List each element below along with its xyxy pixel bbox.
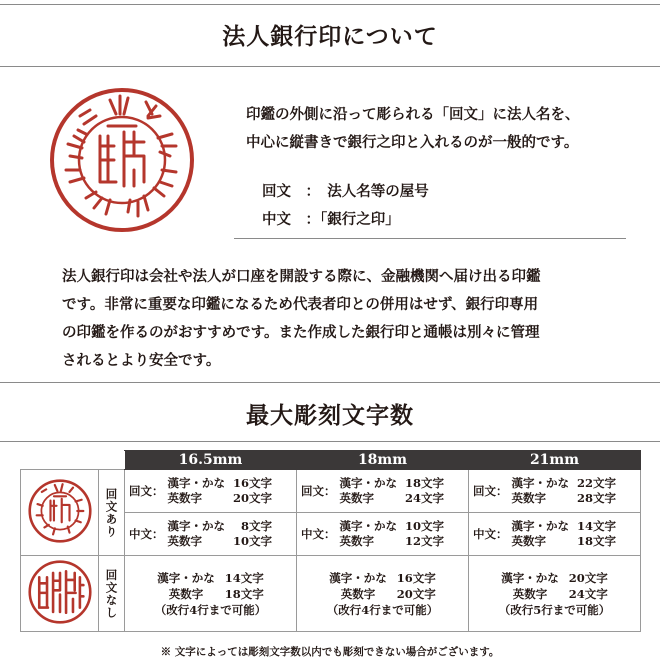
value: 28文字 xyxy=(577,491,617,505)
section-title-bank-seal: 法人銀行印について xyxy=(222,23,438,50)
alnum-label: 英数字 xyxy=(511,491,546,505)
max-chars-table xyxy=(20,450,641,632)
value: 24文字 xyxy=(405,491,445,505)
kw-outer: 回文： xyxy=(301,484,336,498)
kana-label: 漢字・かな xyxy=(167,476,225,490)
body-line-2: です。非常に重要な印鑑になるため代表者印との併用はせず、銀行印専用 xyxy=(62,296,539,313)
size-header-18: 18mm xyxy=(297,451,469,470)
intro-line-1: 印鑑の外側に沿って彫られる「回文」に法人名を、 xyxy=(246,106,580,123)
kw-inner: 中文： xyxy=(129,527,164,541)
value: 20文字 xyxy=(396,586,436,601)
seal-with-outer-cell xyxy=(21,470,99,556)
kana-label: 漢字・かな xyxy=(339,476,397,490)
line-break-note: （改行4行まで可能） xyxy=(154,602,267,617)
kw-outer: 回文： xyxy=(129,484,164,498)
corner-cell xyxy=(21,451,125,470)
value: 8文字 xyxy=(241,519,273,533)
seal-without-outer-cell xyxy=(21,556,99,632)
value: 20文字 xyxy=(568,570,608,585)
def-sep: ： xyxy=(291,211,320,228)
alnum-label: 英数字 xyxy=(339,491,374,505)
alnum-label: 英数字 xyxy=(168,586,204,601)
value: 16文字 xyxy=(233,476,273,490)
alnum-label: 英数字 xyxy=(340,586,376,601)
size-header-16-5: 16.5mm xyxy=(125,451,297,470)
body-line-3: の印鑑を作るのがおすすめです。また作成した銀行印と通帳は別々に管理 xyxy=(62,324,540,341)
alnum-label: 英数字 xyxy=(167,534,202,548)
value: 10文字 xyxy=(405,519,445,533)
seal-without-outer-icon xyxy=(28,560,92,624)
cell-18-no-outer xyxy=(297,556,469,632)
kw-outer: 回文： xyxy=(473,484,508,498)
alnum-label: 英数字 xyxy=(511,534,546,548)
row-label-without-outer: 回文なし xyxy=(99,556,125,632)
kw-inner: 中文： xyxy=(301,527,336,541)
value: 18文字 xyxy=(224,586,264,601)
value: 12文字 xyxy=(405,534,445,548)
value: 14文字 xyxy=(577,519,617,533)
cell-21-outer xyxy=(469,470,641,513)
kana-label: 漢字・かな xyxy=(157,570,215,585)
cell-16-5-outer xyxy=(125,470,297,513)
def-rule xyxy=(234,238,626,239)
def-inner-value: 「銀行之印」 xyxy=(320,211,400,228)
value: 24文字 xyxy=(568,586,608,601)
def-inner xyxy=(262,208,400,229)
def-sep: ： xyxy=(291,183,328,200)
def-outer-value: 法人名等の屋号 xyxy=(327,183,429,200)
seal-with-outer-icon xyxy=(28,479,92,543)
line-break-note: （改行5行まで可能） xyxy=(498,602,611,617)
kw-inner: 中文： xyxy=(473,527,508,541)
kana-label: 漢字・かな xyxy=(167,519,225,533)
cell-21-inner xyxy=(469,513,641,556)
def-outer-label: 回文 xyxy=(262,183,291,200)
value: 18文字 xyxy=(577,534,617,548)
value: 20文字 xyxy=(233,491,273,505)
body-line-4: されるとより安全です。 xyxy=(62,352,221,369)
value: 18文字 xyxy=(405,476,445,490)
top-rule xyxy=(0,4,660,5)
kana-label: 漢字・かな xyxy=(329,570,387,585)
section-title-max-chars: 最大彫刻文字数 xyxy=(246,402,414,429)
title-rule xyxy=(0,66,660,67)
value: 16文字 xyxy=(396,570,436,585)
alnum-label: 英数字 xyxy=(339,534,374,548)
value: 14文字 xyxy=(224,570,264,585)
def-outer xyxy=(262,180,429,201)
bank-seal-stamp-icon xyxy=(48,86,196,234)
value: 22文字 xyxy=(577,476,617,490)
kana-label: 漢字・かな xyxy=(501,570,559,585)
cell-21-no-outer xyxy=(469,556,641,632)
cell-16-5-inner xyxy=(125,513,297,556)
kana-label: 漢字・かな xyxy=(339,519,397,533)
cell-18-outer xyxy=(297,470,469,513)
cell-18-inner xyxy=(297,513,469,556)
def-inner-label: 中文 xyxy=(262,211,291,228)
line-break-note: （改行4行まで可能） xyxy=(326,602,439,617)
intro-line-2: 中心に縦書きで銀行之印と入れるのが一般的です。 xyxy=(246,134,579,151)
footnote: ※ 文字によっては彫刻文字数以内でも彫刻できない場合がございます。 xyxy=(160,646,500,658)
row-label-with-outer: 回文あり xyxy=(99,470,125,556)
alnum-label: 英数字 xyxy=(167,491,202,505)
body-line-1: 法人銀行印は会社や法人が口座を開設する際に、金融機関へ届け出る印鑑 xyxy=(62,268,541,285)
section2-title-rule xyxy=(0,441,660,442)
value: 10文字 xyxy=(233,534,273,548)
kana-label: 漢字・かな xyxy=(511,476,569,490)
alnum-label: 英数字 xyxy=(512,586,548,601)
kana-label: 漢字・かな xyxy=(511,519,569,533)
size-header-21: 21mm xyxy=(469,451,641,470)
cell-16-5-no-outer xyxy=(125,556,297,632)
section2-top-rule xyxy=(0,382,660,383)
